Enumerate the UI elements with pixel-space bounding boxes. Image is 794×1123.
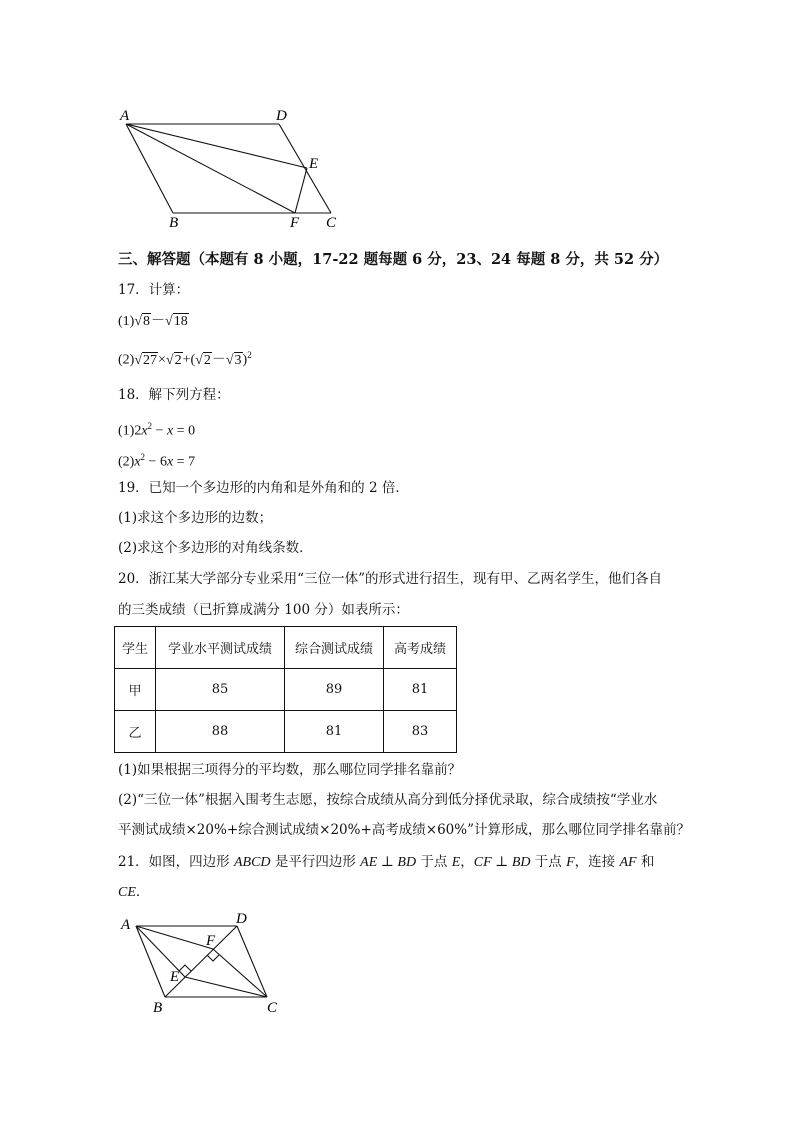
label-D: D <box>236 911 247 927</box>
segment-AF <box>126 124 295 213</box>
q20-part1: (1)如果根据三项得分的平均数，那么哪位同学排名靠前？ <box>118 762 462 778</box>
score-table <box>114 626 457 753</box>
table-header: 综合测试成绩 <box>285 627 384 669</box>
q20-stem-line2: 的三类成绩（已折算成满分 100 分）如表所示： <box>118 602 409 618</box>
table-row <box>115 711 457 753</box>
label-C: C <box>326 215 337 231</box>
label-A: A <box>121 917 131 933</box>
q18-part1: $(1)2x^2 - x = 0$ <box>118 421 196 439</box>
segment-AE <box>126 124 307 168</box>
segment-EF <box>295 168 307 213</box>
q18-part2: $(2)x^2 - 6x = 7$ <box>118 452 196 470</box>
label-C: C <box>267 1000 278 1016</box>
q20-part2-line2: 平测试成绩×20%+综合测试成绩×20%+高考成绩×60%”计算形成，那么哪位同学排名靠前？ <box>118 822 690 838</box>
label-E: E <box>170 969 180 985</box>
label-A: A <box>120 108 130 124</box>
figure-parallelogram-2 <box>115 905 295 1020</box>
q17-part1: (1)√8－√18 <box>118 312 189 332</box>
table-cell: 甲 <box>115 669 156 711</box>
section-title: 三、解答题（本题有 8 小题，17-22 题每题 6 分，23、24 每题 8 分，共 52 分） <box>118 251 669 268</box>
edge-AB <box>126 124 173 213</box>
table-header-row <box>115 627 457 669</box>
q17-part2: $(2)√27\times√2+(√2-√3)^2$ <box>118 345 252 371</box>
label-D: D <box>276 108 287 124</box>
label-B: B <box>169 215 179 231</box>
label-F: F <box>206 933 216 949</box>
q19-stem: 19．已知一个多边形的内角和是外角和的 2 倍． <box>118 480 409 496</box>
label-F: F <box>290 215 300 231</box>
q17-p1-label: (1) <box>118 314 135 329</box>
table-cell: 85 <box>156 669 285 711</box>
table-cell: 89 <box>285 669 384 711</box>
diagonal-BD <box>165 926 237 997</box>
table-cell: 81 <box>384 669 457 711</box>
right-angle-mark-F <box>207 955 219 961</box>
table-header: 高考成绩 <box>384 627 457 669</box>
sqrt-8: √8 <box>134 314 151 329</box>
table-cell: 81 <box>285 711 384 753</box>
table-row <box>115 669 457 711</box>
sqrt-27: √27 <box>134 352 158 368</box>
sqrt-2b: √2 <box>195 352 211 368</box>
q17-stem: 17．计算： <box>118 282 190 298</box>
table-header: 学业水平测试成绩 <box>156 627 285 669</box>
q19-part2: (2)求这个多边形的对角线条数． <box>118 540 313 556</box>
label-E: E <box>309 156 319 172</box>
edge-DC <box>237 926 267 997</box>
q20-stem-line1: 20．浙江某大学部分专业采用“三位一体”的形式进行招生，现有甲、乙两名学生，他们各自 <box>118 571 662 587</box>
sqrt-2: √2 <box>165 352 182 368</box>
label-B: B <box>153 1000 163 1016</box>
segment-CF <box>213 949 267 997</box>
table-cell: 88 <box>156 711 285 753</box>
q21-stem-line2: CE． <box>118 884 150 900</box>
table-header: 学生 <box>115 627 156 669</box>
q18-stem: 18．解下列方程： <box>118 387 230 403</box>
q19-part1: (1)求这个多边形的边数； <box>118 510 273 526</box>
q20-part2-line1: (2)“三位一体”根据入围考生志愿，按综合成绩从高分到低分择优录取，综合成绩按“学业水 <box>118 792 658 808</box>
sqrt-18: √18 <box>165 314 188 329</box>
right-angle-mark-E <box>179 965 191 971</box>
table-cell: 乙 <box>115 711 156 753</box>
edge-AB <box>136 926 165 997</box>
figure-parallelogram-1 <box>110 100 350 235</box>
sqrt-3: √3 <box>225 352 242 368</box>
edge-DC <box>279 124 331 213</box>
segment-CE <box>185 977 267 997</box>
q21-stem-line1: 21．如图，四边形 ABCD 是平行四边形 AE ⊥ BD 于点 E，CF ⊥ BD 于点 F，连接 AF 和 <box>118 854 655 870</box>
table-cell: 83 <box>384 711 457 753</box>
